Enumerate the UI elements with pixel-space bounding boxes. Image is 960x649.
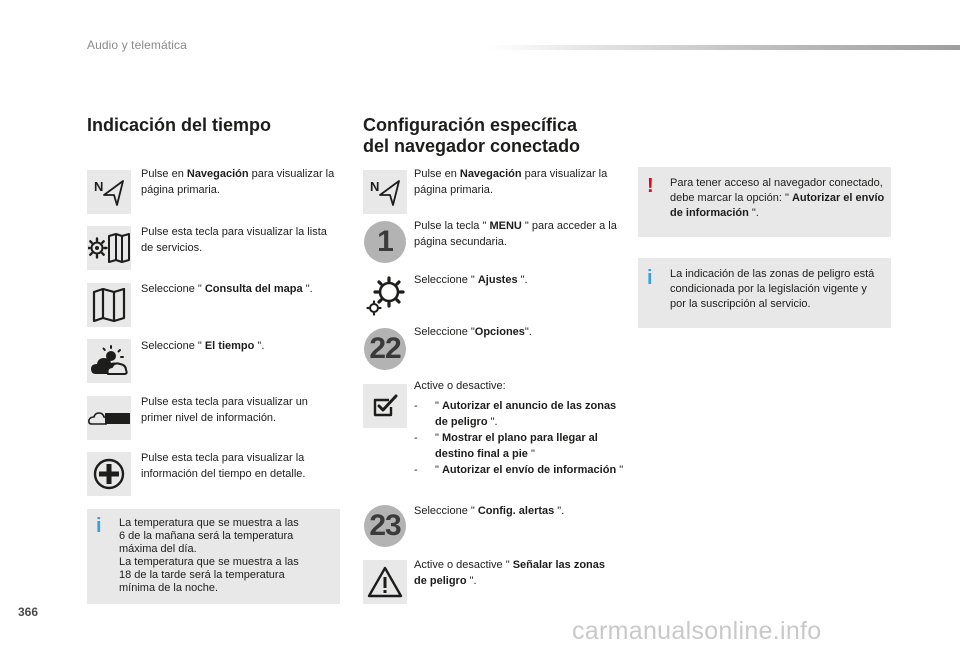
info-icon: i [647, 267, 653, 289]
page-number: 366 [18, 605, 39, 619]
services-gear-map-icon [87, 226, 131, 270]
navigation-n-arrow-icon [363, 170, 407, 214]
map-icon [87, 283, 131, 327]
left-step-6-text: Pulse esta tecla para visualizar la información del tiempo en detalle. [141, 452, 306, 480]
svg-text:N: N [370, 179, 380, 194]
left-step-5-text: Pulse esta tecla para visualizar un primer nivel de información. [141, 396, 308, 424]
warning-note-text: Para tener acceso al navegador conectado, debe marcar la opción: " Autorizar el envío de información ". [670, 177, 885, 219]
info-icon: i [96, 515, 102, 537]
right-step-5-text: Active o desactive: [414, 380, 506, 392]
header-gradient-bar [488, 45, 960, 50]
weather-slider-icon [87, 396, 131, 440]
left-info-box [87, 509, 340, 604]
left-step-4-text: Seleccione " El tiempo ". [141, 340, 265, 352]
weather-sun-cloud-icon [87, 339, 131, 383]
right-step-7-text: Active o desactive " Señalar las zonas de peligro ". [414, 559, 606, 587]
right-step-4-text: Seleccione "Opciones". [414, 326, 532, 338]
navigation-n-arrow-icon [87, 170, 131, 214]
svg-text:N: N [94, 179, 104, 194]
warning-triangle-icon [363, 560, 407, 604]
warning-exclamation-icon: ! [647, 175, 654, 197]
left-step-3-text: Seleccione " Consulta del mapa ". [141, 283, 313, 295]
left-section-title: Indicación del tiempo [87, 115, 272, 135]
step-badge-1: 1 [363, 220, 407, 264]
warning-note-box [638, 167, 891, 237]
right-section-title: Configuración específica del navegador conectado [363, 115, 581, 156]
header-title: Audio y telemática [87, 38, 187, 52]
right-step-1-text: Pulse en Navegación para visualizar la página primaria. [414, 168, 608, 196]
right-step-3-text: Seleccione " Ajustes ". [414, 274, 528, 286]
list-item: - " Autorizar el anuncio de las zonas de peligro ". [414, 400, 617, 428]
left-step-1-text: Pulse en Navegación para visualizar la página primaria. [141, 168, 335, 196]
info-note-text: La indicación de las zonas de peligro está condicionada por la legislación vigente y por la suscripción al servicio. [670, 268, 875, 310]
checkbox-icon [363, 384, 407, 428]
left-step-2-text: Pulse esta tecla para visualizar la lista de servicios. [141, 226, 327, 254]
settings-gears-icon [363, 274, 407, 318]
left-info-text: La temperatura que se muestra a las 6 de la mañana será la temperatura máxima del día. La temperatura que se muestra a las 18 de la tarde será la temperatura mínima de la noche. [119, 517, 299, 594]
step-badge-23: 23 [363, 504, 407, 548]
options-list [414, 398, 624, 478]
list-item: - " Autorizar el envío de información " [414, 464, 624, 476]
info-note-box [638, 258, 891, 328]
right-step-6-text: Seleccione " Config. alertas ". [414, 505, 565, 517]
list-item: - " Mostrar el plano para llegar al destino final a pie " [414, 432, 598, 460]
step-badge-22: 22 [363, 327, 407, 371]
watermark: carmanualsonline.info [572, 617, 822, 645]
plus-circle-icon [87, 452, 131, 496]
right-step-2-text: Pulse la tecla " MENU " para acceder a la página secundaria. [414, 220, 617, 248]
